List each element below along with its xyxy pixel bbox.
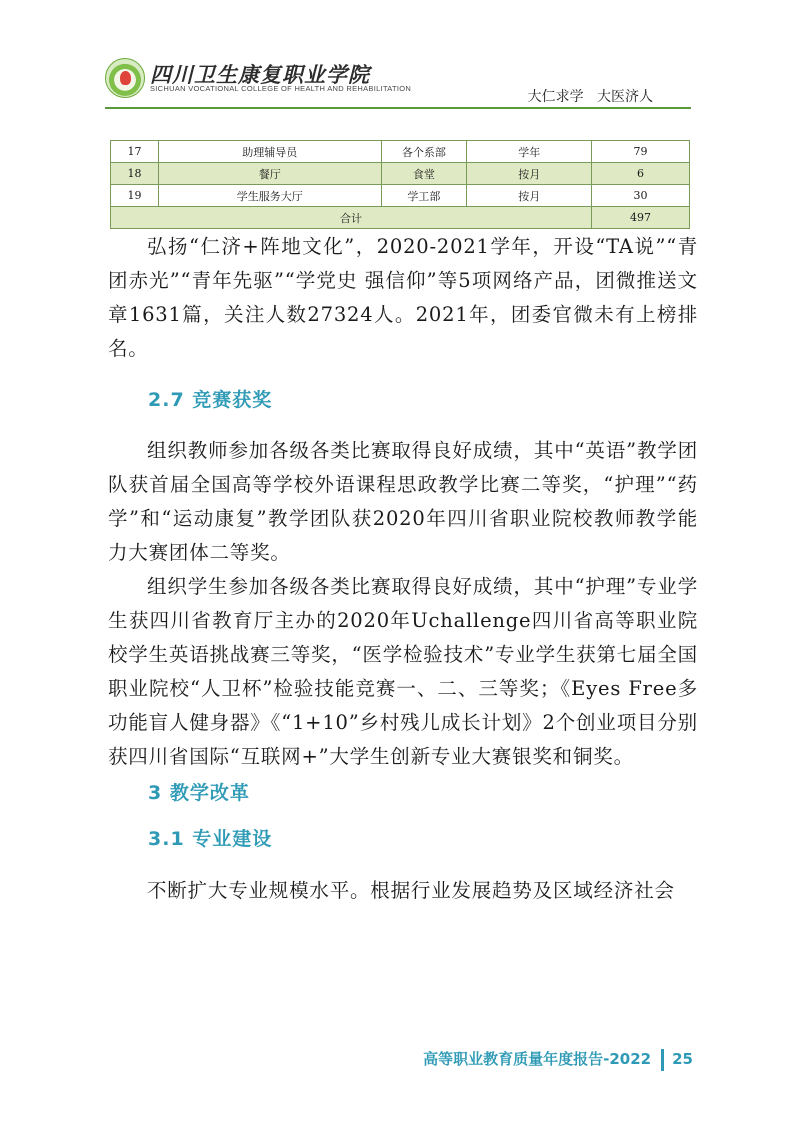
page-footer (423, 1048, 693, 1071)
report-title: 高等职业教育质量年度报告-2022 (423, 1050, 652, 1068)
cell-period: 按月 (467, 163, 592, 185)
paragraph-student-awards: 组织学生参加各级各类比赛取得良好成绩，其中“护理”专业学生获四川省教育厅主办的2020年Uchallenge四川省高等职业院校学生英语挑战赛三等奖，“医学检验技术”专业学生获第七届全国职业院校“人卫杯”检验技能竞赛一、二、三等奖；《Eyes Free多功能盲人健身器》《“1+10”乡村残儿成长计划》2个创业项目分别获四川省国际“互联网+”大学生创新专业大赛银奖和铜奖。 (108, 575, 698, 768)
page-header (0, 0, 793, 110)
table-row (111, 185, 690, 207)
paragraph-major-scale: 不断扩大专业规模水平。根据行业发展趋势及区域经济社会 (147, 879, 675, 902)
paragraph-teacher-awards: 组织教师参加各级各类比赛取得良好成绩，其中“英语”教学团队获首届全国高等学校外语课程思政教学比赛二等奖，“护理”“药学”和“运动康复”教学团队获2020年四川省职业院校教师教学能力大赛团体二等奖。 (108, 439, 698, 564)
footer-separator (661, 1049, 664, 1071)
table-row (111, 141, 690, 163)
cell-period: 学年 (467, 141, 592, 163)
cell-no: 18 (111, 163, 159, 185)
work-study-table (110, 140, 690, 229)
school-name-en: SICHUAN VOCATIONAL COLLEGE OF HEALTH AND REHABILITATION (150, 84, 412, 93)
cell-no: 17 (111, 141, 159, 163)
cell-count: 79 (592, 141, 690, 163)
total-label: 合计 (111, 207, 592, 229)
cell-count: 30 (592, 185, 690, 207)
table-row (111, 163, 690, 185)
total-value: 497 (592, 207, 690, 229)
cell-department: 各个系部 (381, 141, 467, 163)
heading-major-construction: 3.1 专业建设 (148, 828, 273, 850)
page-number: 25 (672, 1050, 693, 1068)
body-content (108, 230, 698, 908)
heading-teaching-reform: 3 教学改革 (148, 782, 250, 804)
table-total-row (111, 207, 690, 229)
cell-position: 餐厅 (158, 163, 381, 185)
cell-period: 按月 (467, 185, 592, 207)
cell-position: 学生服务大厅 (158, 185, 381, 207)
header-divider (105, 107, 691, 109)
cell-department: 学工部 (381, 185, 467, 207)
school-name: 四川卫生康复职业学院 (150, 62, 370, 87)
school-motto: 大仁求学 大医济人 (527, 89, 653, 105)
school-emblem-icon (105, 58, 145, 98)
heading-competition-awards: 2.7 竞赛获奖 (148, 389, 273, 411)
paragraph-network-products: 弘扬“仁济+阵地文化”，2020-2021学年，开设“TA说”“青团赤光”“青年先驱”“学党史 强信仰”等5项网络产品，团微推送文章1631篇，关注人数27324人。2021年，团委官微未有上榜排名。 (108, 235, 698, 360)
cell-no: 19 (111, 185, 159, 207)
cell-department: 食堂 (381, 163, 467, 185)
cell-position: 助理辅导员 (158, 141, 381, 163)
cell-count: 6 (592, 163, 690, 185)
